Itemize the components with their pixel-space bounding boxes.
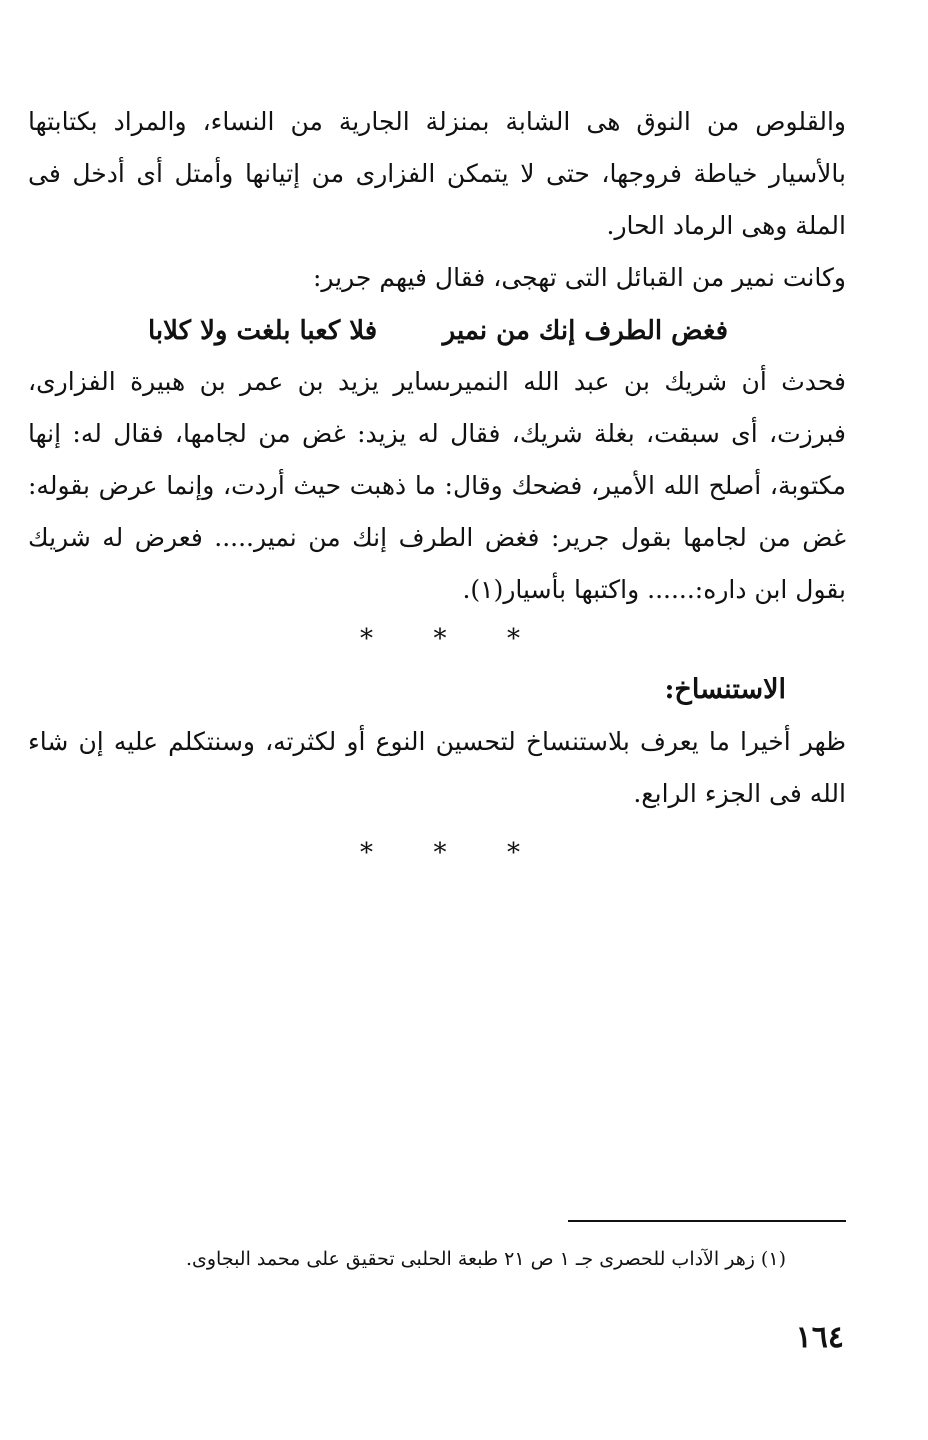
section-heading-cloning: الاستنساخ: xyxy=(664,674,786,705)
poetry-verse xyxy=(148,305,728,357)
footnote: (١) زهر الآداب للحصرى جـ ١ ص ٢١ طبعة الحلبى تحقيق على محمد البجاوى. xyxy=(185,1248,786,1270)
star-ornament: * xyxy=(507,624,520,654)
star-ornament: * xyxy=(433,624,447,654)
star-ornament: * xyxy=(507,838,520,868)
footnote-divider xyxy=(568,1220,846,1222)
page-number: ١٦٤ xyxy=(795,1320,844,1355)
verse-first-hemistich: فغض الطرف إنك من نمير xyxy=(442,316,728,346)
section-separator-1 xyxy=(360,624,520,654)
section-separator-2 xyxy=(360,838,520,868)
paragraph-qalus-explanation: والقلوص من النوق هى الشابة بمنزلة الجارية من النساء، والمراد بكتابتها بالأسيار خياطة فروجها، حتى لا يتمكن الفزارى من إتيانها وأمتل أى أدخل فى الملة وهى الرماد الحار. xyxy=(28,107,846,240)
star-ornament: * xyxy=(433,838,447,868)
verse-second-hemistich: فلا كعبا بلغت ولا كلابا xyxy=(148,316,378,346)
paragraph-numair-intro: وكانت نمير من القبائل التى تهجى، فقال فيهم جرير: xyxy=(312,263,846,292)
star-ornament: * xyxy=(360,624,373,654)
star-ornament: * xyxy=(360,838,373,868)
paragraph-sharik-anecdote: فحدث أن شريك بن عبد الله النميرىساير يزيد بن عمر بن هبيرة الفزارى، فبرزت، أى سبقت، بغلة شريك، فقال له يزيد: غض من لجامها، فقال له: إنها مكتوبة، أصلح الله الأمير، فضحك وقال: ما ذهبت حيث أردت، وإنما عرض بقوله: غض من لجامها بقول جرير: فغض الطرف إنك من نمير..... فعرض له شريك بقول ابن داره:...... واكتبها بأسيار(١). xyxy=(28,367,846,604)
paragraph-cloning: ظهر أخيرا ما يعرف بلاستنساخ لتحسين النوع أو لكثرته، وسنتكلم عليه إن شاء الله فى الجزء الرابع. xyxy=(28,727,846,808)
